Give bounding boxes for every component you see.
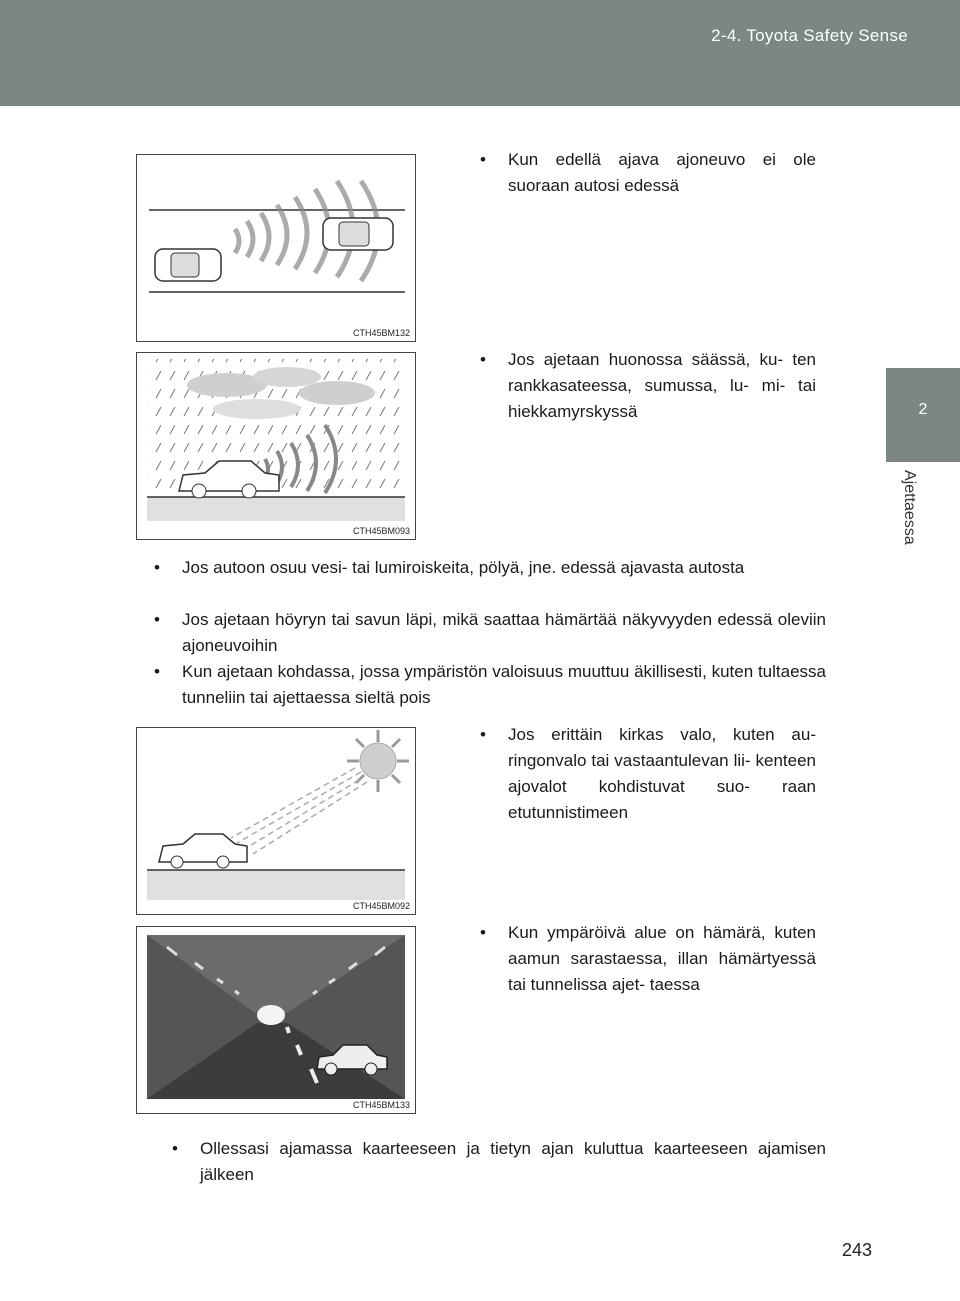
list-item [480, 147, 816, 199]
list-item-text: Jos ajetaan höyryn tai savun läpi, mikä saattaa hämärtää näkyvyyden edessä oleviin ajoneuvoihin [182, 610, 826, 655]
bullet-dot: • [172, 1139, 178, 1158]
car-bright-sun-illustration [137, 728, 415, 914]
figure-bright-sun [136, 727, 416, 915]
chapter-label: Ajettaessa [901, 470, 918, 545]
list-item-text: Jos erittäin kirkas valo, kuten au- ringonvalo tai vastaantulevan lii- kenteen ajovalot kohdistuvat suo- raan etutunnistimeen [508, 725, 816, 822]
bullet-dot: • [154, 662, 160, 681]
list-item [154, 607, 826, 659]
list-item-text: Jos autoon osuu vesi- tai lumiroiskeita, pölyä, jne. edessä ajavasta autosta [182, 558, 745, 577]
bullet-dot: • [154, 610, 160, 629]
figure-code: CTH45BM133 [352, 1100, 410, 1110]
bullet-dot: • [480, 150, 486, 169]
list-item [154, 555, 826, 581]
section-title: 2-4. Toyota Safety Sense [711, 26, 908, 45]
figure-tunnel [136, 926, 416, 1114]
list-item [480, 347, 816, 425]
car-tunnel-illustration [137, 927, 415, 1113]
car-sensor-offset-illustration [137, 155, 415, 341]
figure-code: CTH45BM092 [352, 901, 410, 911]
list-item [154, 659, 826, 711]
list-item-text: Kun ympäröivä alue on hämärä, kuten aamun sarastaessa, illan hämärtyessä tai tunnelissa ajet- taessa [508, 923, 816, 994]
list-item-text: Jos ajetaan huonossa säässä, ku- ten rankkasateessa, sumussa, lu- mi- tai hiekkamyrskyssä [508, 350, 816, 421]
bullet-dot: • [480, 725, 486, 744]
list-item-text: Kun ajetaan kohdassa, jossa ympäristön valoisuus muuttuu äkillisesti, kuten tultaessa tunneliin tai ajettaessa sieltä pois [182, 662, 826, 707]
page-number: 243 [841, 1240, 872, 1260]
bullet-dot: • [480, 923, 486, 942]
figure-bad-weather [136, 352, 416, 540]
car-bad-weather-illustration [137, 353, 415, 539]
list-item-text: Kun edellä ajava ajoneuvo ei ole suoraan autosi edessä [508, 150, 816, 195]
figure-car-offset [136, 154, 416, 342]
chapter-tab [886, 368, 960, 462]
figure-code: CTH45BM132 [352, 328, 410, 338]
chapter-number: 2 [918, 401, 928, 418]
figure-code: CTH45BM093 [352, 526, 410, 536]
chapter-label-wrap [878, 470, 938, 590]
list-item [480, 920, 816, 998]
list-item [480, 722, 816, 826]
list-item-text: Ollessasi ajamassa kaarteeseen ja tietyn ajan kuluttua kaarteeseen ajamisen jälkeen [200, 1139, 826, 1184]
list-item [172, 1136, 826, 1188]
page-header [0, 0, 960, 106]
bullet-dot: • [154, 558, 160, 577]
bullet-dot: • [480, 350, 486, 369]
